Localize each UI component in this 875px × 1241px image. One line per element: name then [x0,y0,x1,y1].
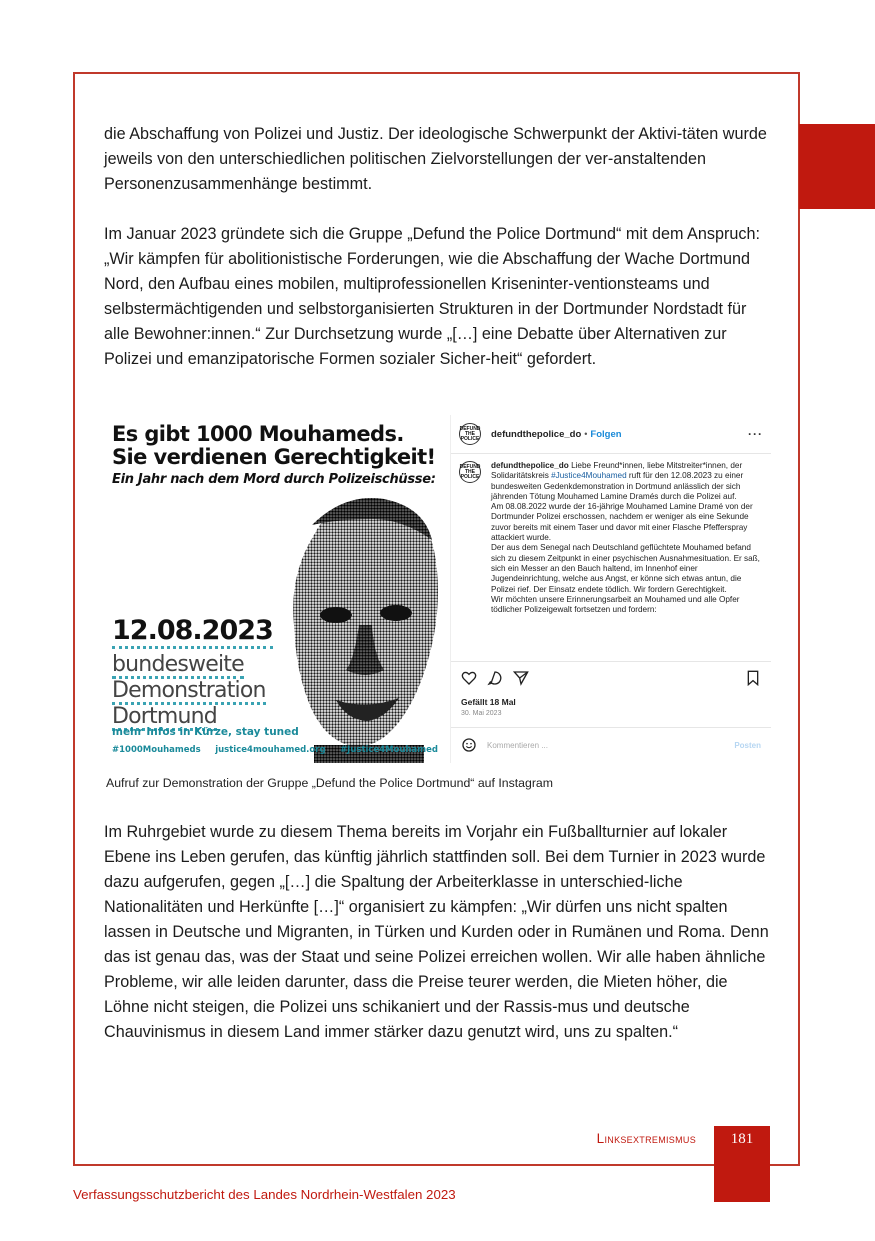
poster-info: mehr Infos in Kürze, stay tuned [112,726,299,738]
chapter-tab [799,124,875,209]
poster-headline: Es gibt 1000 Mouhameds. Sie verdienen Gerechtigkeit! [112,422,436,469]
demo-poster [106,415,444,763]
figure-caption: Aufruf zur Demonstration der Gruppe „Defund the Police Dortmund“ auf Instagram [106,776,553,790]
bookmark-icon[interactable] [745,670,761,686]
comment-input[interactable]: Kommentieren ... [487,740,548,750]
body-paragraph-2: Im Januar 2023 gründete sich die Gruppe „Defund the Police Dortmund“ mit dem Anspruch: „Wir kämpfen für abolitionistische Forderungen, wie die Abschaffung der Wache Dortmund Nord, den Aufbau eines mobilen, multiprofessionellen Kriseninter-ventionsteams und selbstermächtigenden und selbstorganisierten Strukturen in der Dortmunder Nordstadt für alle Bewohner:innen.“ Zur Durchsetzung wurde „[…] eine Debatte über Alternativen zur Polizei und emanzipatorische Formen sozialer Sicher-heit“ gefordert. [104,225,760,368]
poster-date: 12.08.2023 [112,615,273,649]
ig-username[interactable]: defundthepolice_do [491,428,582,440]
ig-date: 30. Mai 2023 [461,710,502,717]
poster-tags: #1000Mouhameds justice4mouhamed.org #Justice4Mouhamed [112,745,438,755]
ig-comment-bar [461,737,761,753]
ig-header: DEFUND THE POLICE defundthepolice_do • Folgen ··· [459,423,763,445]
portrait-image [274,495,444,763]
post-button[interactable]: Posten [734,740,761,750]
divider [451,453,771,454]
poster-event-lines: bundesweite Demonstration Dortmund [112,652,266,729]
share-icon[interactable] [513,670,529,686]
footer: Verfassungsschutzbericht des Landes Nordrhein-Westfalen 2023 [73,1187,456,1202]
avatar[interactable]: DEFUND THE POLICE [459,461,481,483]
ig-likes: Gefällt 18 Mal [461,697,516,707]
hashtag-link[interactable]: #Justice4Mouhamed [551,471,627,481]
ig-caption [459,461,763,615]
running-head: Linksextremismus [596,1131,696,1146]
body-paragraph-3: Im Ruhrgebiet wurde zu diesem Thema bereits im Vorjahr ein Fußballturnier auf lokaler Ebene ins Leben gerufen, das künftig jährlich stattfinden soll. Bei dem Turnier in 2023 wurde dazu aufgerufen, gegen „[…] die Spaltung der Arbeiterklasse in unterschied-liche Nationalitäten und Herkünfte […]“ organisiert zu kämpfen: „Wir dürfen uns nicht spalten lassen in Deutsche und Migranten, in Türken und Kurden oder in Rumänen und Roma. Denn das ist genau das, was der Staat und seine Polizei erreichen wollen. Wir alle haben ähnliche Probleme, wir alle leiden darunter, dass die Preise teurer werden, die Mieten höher, die Löhne nicht steigen, die Polizei uns schikaniert und der Rassis-mus und deutsche Chauvinismus in diesem Land immer stärker dazu genutzt wird, uns zu spalten.“ [104,823,769,1041]
avatar[interactable]: DEFUND THE POLICE [459,423,481,445]
body-paragraph-1: die Abschaffung von Polizei und Justiz. Der ideologische Schwerpunkt der Aktivi-täten wurde jeweils von den unterschiedlichen politischen Zielvorstellungen der ver-anstaltenden Personenzusammenhänge bestimmt. [104,125,767,193]
page-number: 181 [730,1131,754,1147]
more-icon[interactable]: ··· [748,427,763,441]
follow-button[interactable]: Folgen [590,428,622,440]
heart-icon[interactable] [461,670,477,686]
poster-subtitle: Ein Jahr nach dem Mord durch Polizeischüsse: [112,472,436,487]
ig-actions [461,669,761,687]
divider [451,727,771,728]
emoji-icon[interactable] [461,737,477,753]
figure [106,415,770,763]
comment-icon[interactable] [487,670,503,686]
ig-caption-text: defundthepolice_do Liebe Freund*innen, liebe Mitstreiter*innen, der Solidaritätskreis #Justice4Mouhamed ruft für den 12.08.2023 zu einer bundesweiten Gedenkdemonstration in Dortmund anlässlich der sich jährenden Tötung Mouhamed Lamine Dramés durch die Polizei auf. Am 08.08.2022 wurde der 16-jährige Mouhamed Lamine Dramé von der Dortmunder Polizei erschossen, nachdem er weniger als eine Sekunde zuvor bereits mit einem Taser und davor mit einer Flasche Pfefferspray attackiert wurde. Der aus dem Senegal nach Deutschland geflüchtete Mouhamed befand sich zu diesem Zeitpunkt in einer psychischen Ausnahmesituation. Er saß, sich ein Messer an den Bauch haltend, im Innenhof einer Jugendeinrichtung, welche aus Angst, er könne sich etwas antun, die Polizei rief. Der Einsatz endete tödlich. Wir fordern Gerechtigkeit. Wir möchten unsere Erinnerungsarbeit an Mouhamed und alle Opfer tödlicher Polizeigewalt fortsetzen und fordern: [491,461,760,615]
instagram-post [450,415,770,763]
divider [451,661,771,662]
